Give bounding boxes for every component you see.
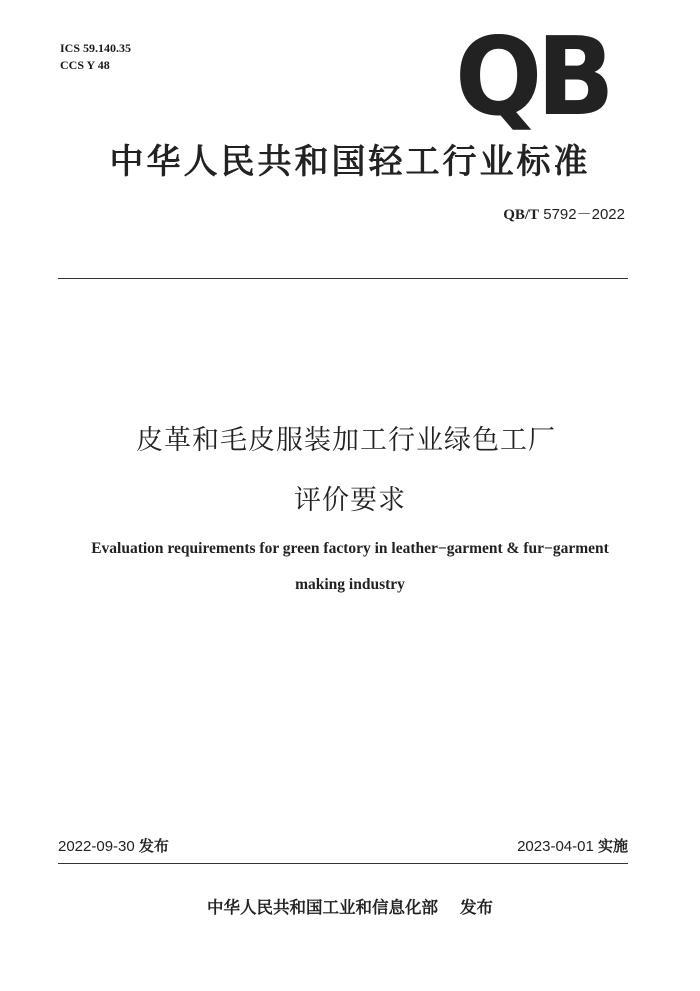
ccs-code: CCS Y 48 [60,58,110,72]
implementation-date-label: 实施 [597,837,628,855]
issue-date-value: 2022-09-30 [58,838,135,855]
issuer-label: 发布 [460,898,493,917]
issue-date [58,835,169,856]
document-title-cn-line2: 评价要求 [294,485,406,516]
standard-type-title: 中华人民共和国轻工行业标准 [109,142,591,182]
qb-logo: QB [455,15,610,140]
issuing-authority [0,894,700,918]
standard-prefix: QB/T [503,207,540,223]
document-title-en-line1: Evaluation requirements for green factory in leather−garment & fur−garment [91,540,609,557]
issue-date-label: 发布 [138,837,169,855]
issuer-name: 中华人民共和国工业和信息化部 [207,898,438,917]
implementation-date-value: 2023-04-01 [517,838,594,855]
bottom-divider [58,863,628,864]
implementation-date [517,835,628,856]
top-divider [58,278,628,279]
document-title-cn-line1: 皮革和毛皮服装加工行业绿色工厂 [136,425,556,456]
classification-codes [60,40,131,74]
standard-number-value: 5792－2022 [543,206,625,223]
standard-number [503,203,625,224]
document-title-en-line2: making industry [295,576,405,593]
ics-code: ICS 59.140.35 [60,41,132,55]
